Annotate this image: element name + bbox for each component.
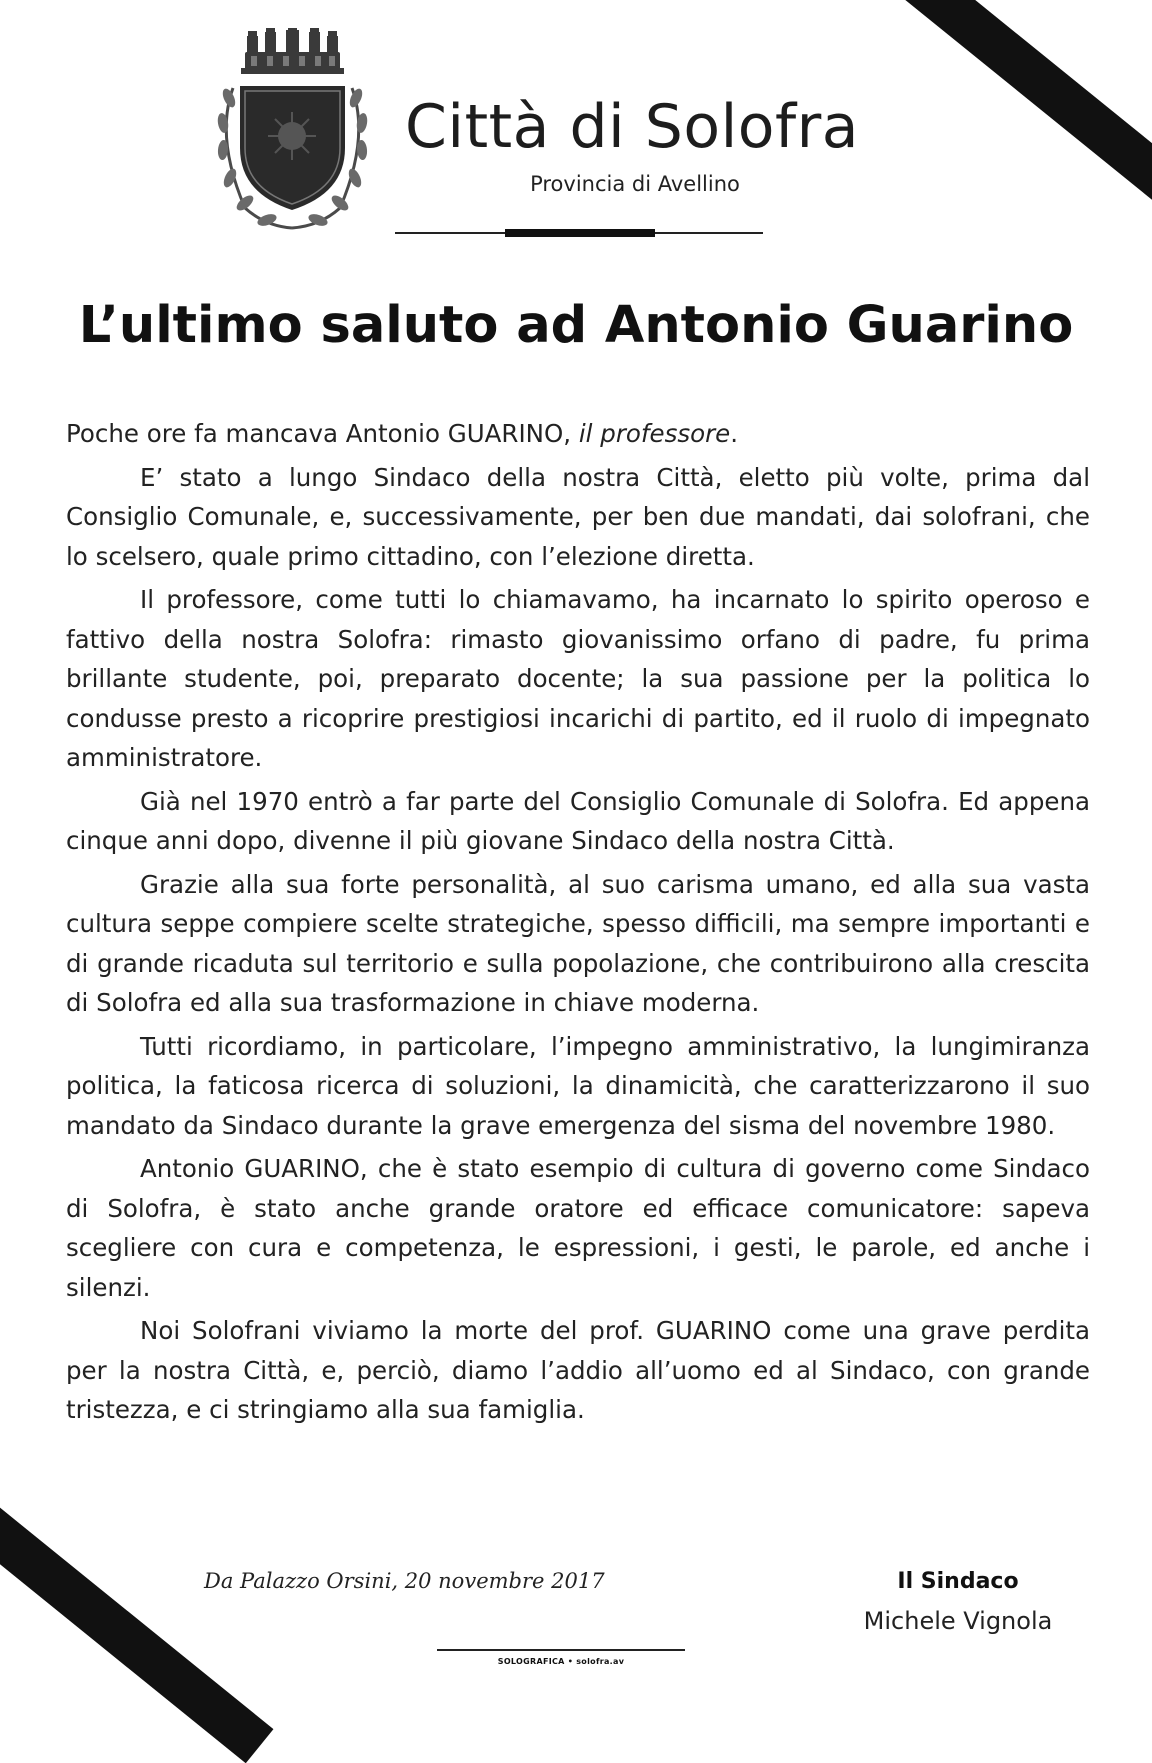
paragraph-6: Tutti ricordiamo, in particolare, l’impegno amministrativo, la lungimiranza politica, la faticosa ricerca di soluzioni, la dinamicità, che caratterizzarono il suo mandato da Sindaco durante la grave emergenza del sisma del novembre 1980. [66, 1031, 1090, 1140]
place-and-date: Da Palazzo Orsini, 20 novembre 2017 [204, 1569, 605, 1593]
signatory-role: Il Sindaco [897, 1569, 1019, 1594]
mourning-band-top-right [870, 0, 1152, 299]
paragraph-5: Grazie alla sua forte personalità, al suo carisma umano, ed alla sua vasta cultura seppe compiere scelte strategiche, spesso difficili, ma sempre importanti e di grande ricaduta sul territorio e sulla popolazione, che contribuirono alla crescita di Solofra ed alla sua trasformazione in chiave moderna. [66, 869, 1090, 1017]
signatory-name: Michele Vignola [863, 1607, 1053, 1635]
paragraph-1-italic: il professore [578, 419, 731, 448]
paragraph-1 [66, 414, 1090, 454]
footer-divider [437, 1649, 685, 1651]
printer-credit: SOLOGRAFICA • solofra.av [497, 1657, 625, 1666]
header-divider-accent [505, 229, 655, 237]
announcement-title: L’ultimo saluto ad Antonio Guarino [78, 296, 1074, 355]
paragraph-4: Già nel 1970 entrò a far parte del Consiglio Comunale di Solofra. Ed appena cinque anni dopo, divenne il più giovane Sindaco della nostra Città. [66, 786, 1090, 855]
paragraph-1-end: . [730, 419, 739, 448]
paragraph-1-text: Poche ore fa mancava Antonio GUARINO, [66, 419, 579, 448]
announcement-body [66, 414, 1090, 1430]
paragraph-8: Noi Solofrani viviamo la morte del prof. GUARINO come una grave perdita per la nostra Città, e, perciò, diamo l’addio all’uomo ed al Sindaco, con grande tristezza, e ci stringiamo alla sua famiglia. [66, 1316, 1090, 1424]
paragraph-7: Antonio GUARINO, che è stato esempio di cultura di governo come Sindaco di Solofra, è stato anche grande oratore ed efficace comunicatore: sapeva scegliere con cura e competenza, le espressioni, i gesti, le parole, ed anche i silenzi. [66, 1154, 1090, 1302]
coat-of-arms-icon [205, 28, 380, 233]
paragraph-3: Il professore, come tutti lo chiamavamo, ha incarnato lo spirito operoso e fattivo della nostra Solofra: rimasto giovanissimo orfano di padre, fu prima brillante studente, poi, preparato docente; la sua passione per la politica lo condusse presto a ricoprire prestigiosi incarichi di partito, ed il ruolo di impegnato amministratore. [66, 585, 1090, 772]
city-title: Città di Solofra [405, 92, 860, 162]
province-subtitle: Provincia di Avellino [530, 172, 740, 196]
paragraph-2: E’ stato a lungo Sindaco della nostra Città, eletto più volte, prima dal Consiglio Comunale, e, successivamente, per ben due mandati, dai solofrani, che lo scelsero, quale primo cittadino, con l’elezione diretta. [66, 462, 1090, 571]
